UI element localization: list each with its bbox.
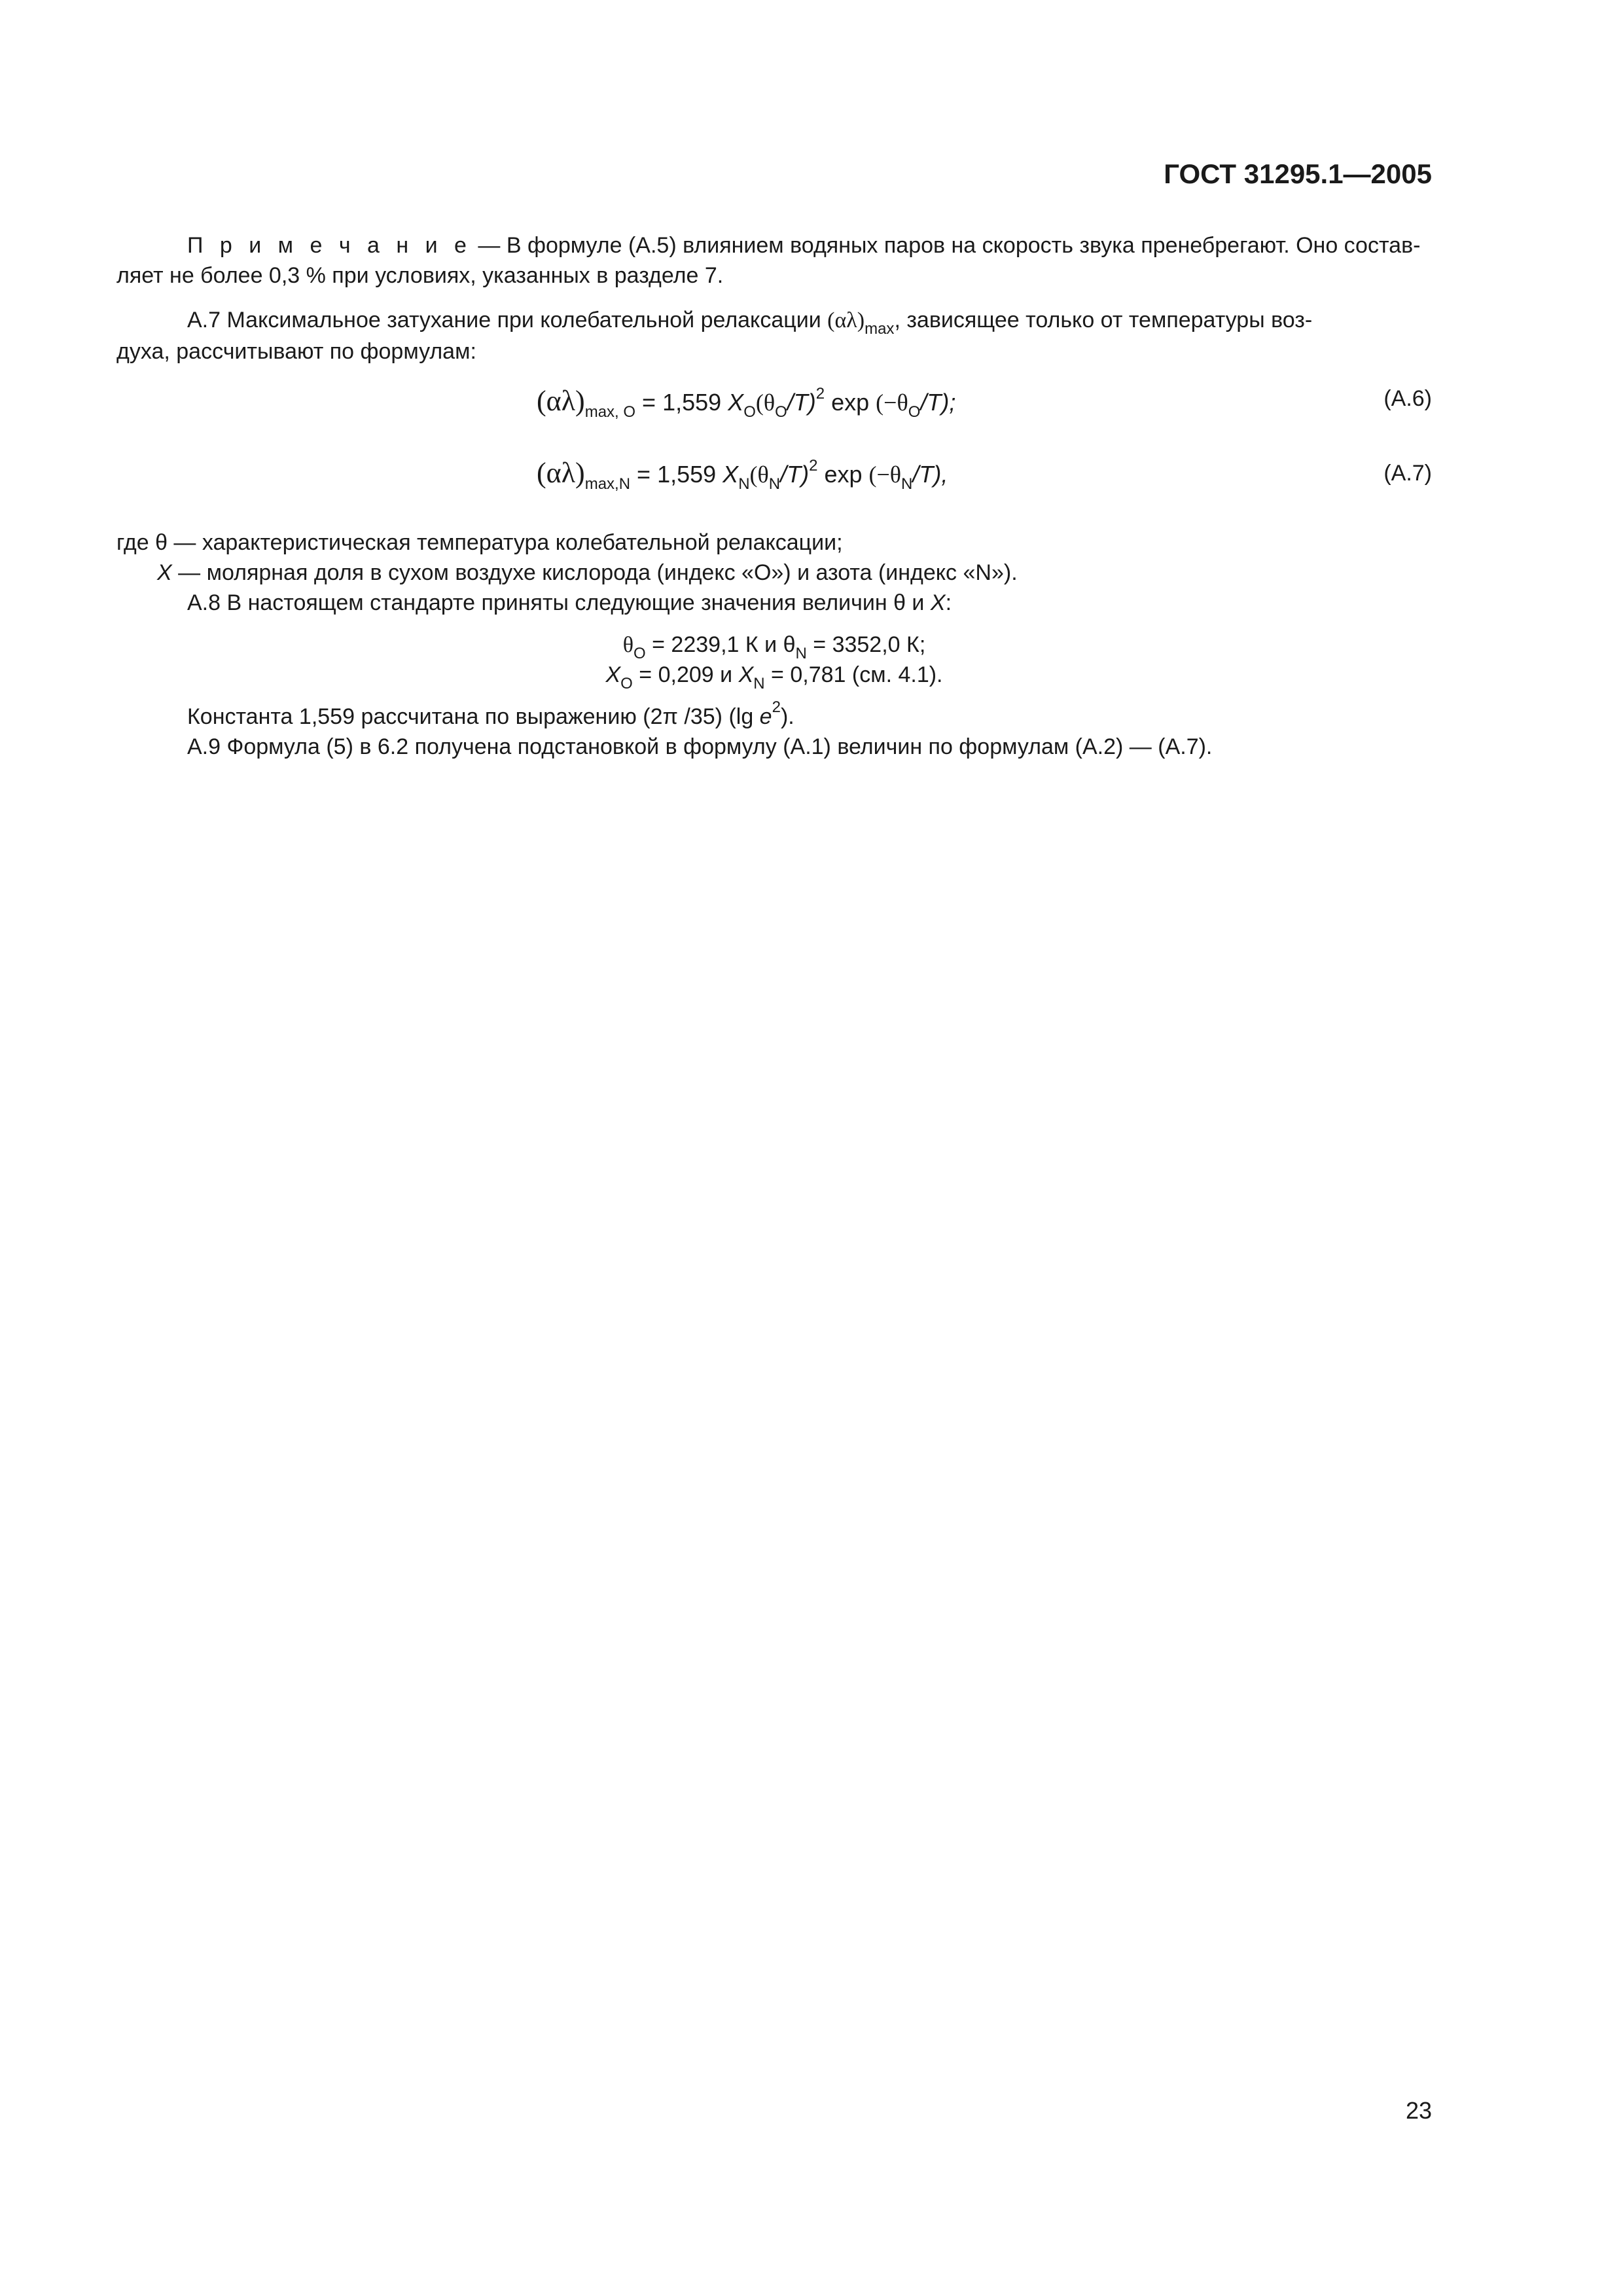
- eq6-x-sub: O: [743, 403, 756, 421]
- clause-a7-line1: [116, 305, 1432, 336]
- clause-a8-x: X: [930, 590, 946, 615]
- equation-a7: [537, 457, 948, 493]
- eq7-exp: exp: [817, 461, 869, 488]
- eq6-square: 2: [815, 385, 825, 403]
- where-line1: где θ — характеристическая температура колебательной релаксации;: [116, 530, 843, 555]
- eq6-exp-close: /T);: [920, 389, 956, 416]
- alpha-lambda-subscript: max: [865, 320, 895, 338]
- theta-n-value: = 3352,0 К;: [806, 632, 926, 657]
- alpha-lambda-symbol: (αλ): [827, 308, 865, 332]
- theta-o-symbol: θ: [622, 633, 634, 657]
- eq6-exp: exp: [825, 389, 876, 416]
- eq6-paren-open: (θ: [755, 389, 776, 416]
- eq6-exp-open: (−θ: [876, 389, 908, 416]
- eq7-exp-open: (−θ: [868, 461, 902, 488]
- clause-a7-tail: , зависящее только от температуры воз-: [894, 308, 1313, 332]
- eq7-slash-t: /T): [780, 461, 810, 488]
- constant-close: ).: [780, 704, 794, 729]
- where-line2: [157, 558, 1433, 588]
- eq7-theta-sub: N: [768, 475, 781, 493]
- x-n-symbol: X: [738, 662, 754, 687]
- page-number: 23: [1405, 2097, 1432, 2124]
- note-label: П р и м е ч а н и е: [187, 233, 472, 258]
- x-o-sub: O: [620, 675, 633, 692]
- x-n-value: = 0,781 (см. 4.1).: [764, 662, 943, 687]
- eq6-coef: = 1,559: [635, 389, 728, 416]
- eq7-x-sub: N: [738, 475, 750, 493]
- equation-a7-number: (А.7): [1383, 461, 1432, 486]
- values-theta: [116, 630, 1432, 660]
- clause-a8-colon: :: [945, 590, 952, 615]
- clause-a9: А.9 Формула (5) в 6.2 получена подстановкой в формулу (А.1) величин по формулам (А.2) — (А.7).: [187, 734, 1213, 759]
- theta-n-sub: N: [795, 645, 807, 662]
- clause-a8: [187, 588, 1431, 618]
- eq6-lhs-sub: max, O: [584, 403, 636, 421]
- eq7-square: 2: [809, 457, 818, 475]
- constant-e: e: [759, 704, 772, 729]
- eq7-paren-open: (θ: [749, 461, 769, 488]
- eq7-coef: = 1,559: [630, 461, 723, 488]
- theta-o-value: = 2239,1 К и θ: [645, 632, 796, 657]
- equation-a6-number: (А.6): [1383, 386, 1432, 411]
- clause-a7-lead: А.7 Максимальное затухание при колебательной релаксации: [187, 308, 828, 332]
- eq6-exp-sub: O: [908, 403, 921, 421]
- note-paragraph: [116, 230, 1432, 260]
- eq7-x: X: [722, 461, 739, 488]
- where-x-symbol: X: [157, 560, 172, 585]
- x-o-value: = 0,209 и: [632, 662, 739, 687]
- constant-text: Константа 1,559 рассчитана по выражению (2π /35) (lg: [187, 704, 760, 729]
- document-header-id: ГОСТ 31295.1—2005: [1164, 158, 1432, 189]
- note-text-line1: В формуле (А.5) влиянием водяных паров на скорость звука пренебрегают. Оно состав-: [506, 233, 1421, 258]
- eq7-exp-close: /T),: [912, 461, 948, 488]
- equation-a6: [537, 385, 956, 421]
- constant-line: [187, 698, 1431, 732]
- eq6-x: X: [728, 389, 744, 416]
- theta-o-sub: O: [633, 645, 646, 662]
- note-text-line2: ляет не более 0,3 % при условиях, указанных в разделе 7.: [116, 263, 724, 288]
- clause-a8-text: А.8 В настоящем стандарте приняты следующие значения величин θ и: [187, 590, 931, 615]
- eq6-theta-sub: O: [775, 403, 787, 421]
- eq7-lhs: (αλ): [537, 457, 585, 489]
- where-line2-text: — молярная доля в сухом воздухе кислорода (индекс «О») и азота (индекс «N»).: [171, 560, 1018, 585]
- note-dash: —: [471, 233, 507, 258]
- constant-e-sup: 2: [772, 698, 781, 716]
- values-x: [116, 660, 1432, 690]
- clause-a7-line2: духа, рассчитывают по формулам:: [116, 339, 476, 364]
- eq6-lhs: (αλ): [537, 385, 585, 417]
- eq7-lhs-sub: max,N: [584, 475, 631, 493]
- x-n-sub: N: [753, 675, 765, 692]
- x-o-symbol: X: [605, 662, 621, 687]
- eq6-slash-t: /T): [787, 389, 816, 416]
- eq7-exp-sub: N: [901, 475, 913, 493]
